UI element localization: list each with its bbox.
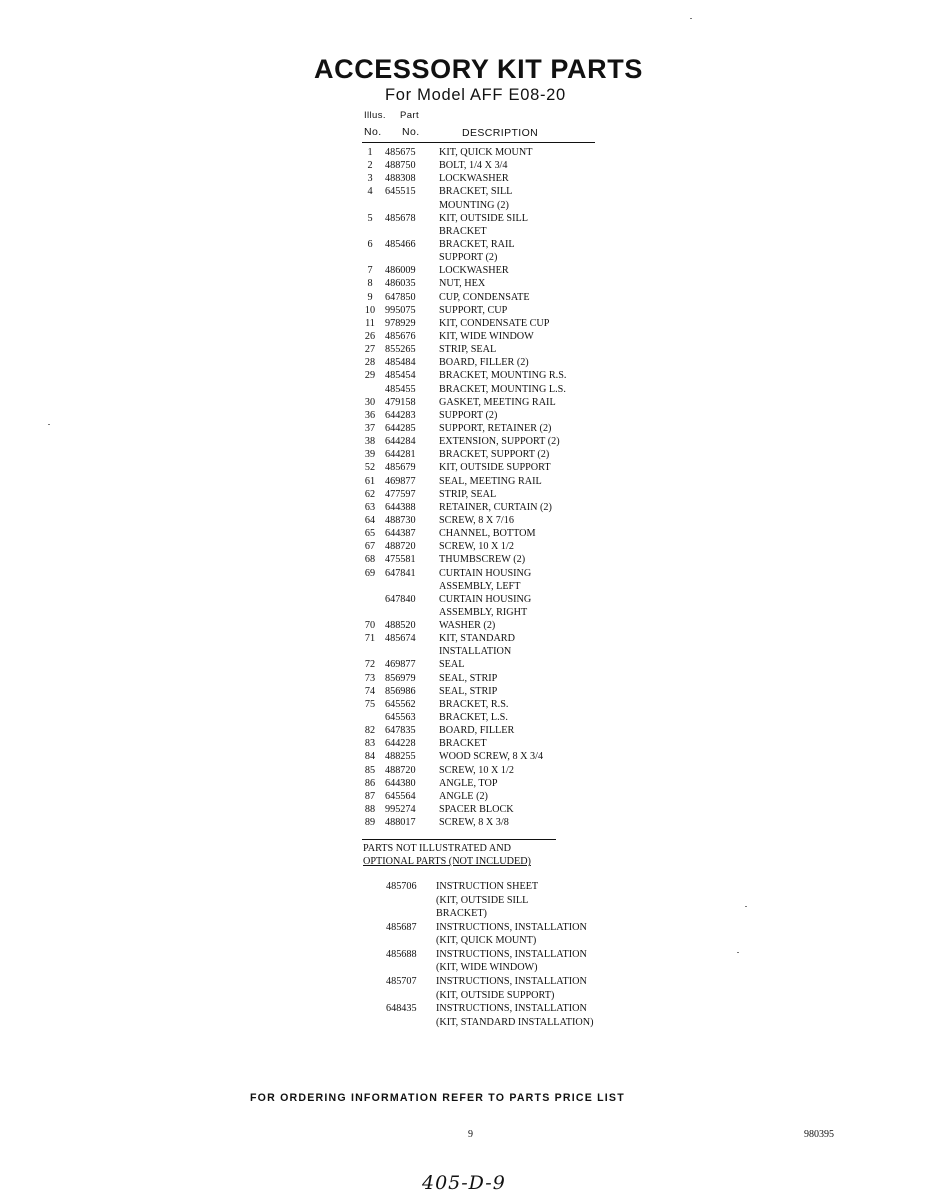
parts-row — [362, 461, 622, 474]
illus-no: 11 — [365, 317, 375, 329]
part-no: 647840 — [385, 593, 416, 605]
part-description: BOARD, FILLER — [439, 725, 515, 737]
part-description: ANGLE, TOP — [439, 777, 498, 789]
parts-row — [362, 619, 622, 632]
header-rule — [362, 142, 595, 143]
part-description: SEAL, MEETING RAIL — [439, 475, 542, 487]
parts-row — [362, 185, 622, 198]
page-title: ACCESSORY KIT PARTS — [314, 54, 643, 84]
part-description: INSTALLATION — [439, 646, 512, 658]
part-no: 477597 — [385, 488, 416, 500]
not-illustrated-heading-line-2: OPTIONAL PARTS (NOT INCLUDED) — [363, 856, 531, 868]
column-header-part-no: No. — [402, 126, 420, 138]
handwritten-note: 405-D-9 — [422, 1172, 506, 1194]
part-description: KIT, OUTSIDE SILL — [439, 212, 528, 224]
part-description: (KIT, OUTSIDE SILL — [436, 894, 529, 906]
column-header-description: DESCRIPTION — [462, 127, 539, 139]
part-description: SCREW, 10 X 1/2 — [439, 541, 514, 553]
parts-row — [362, 317, 622, 330]
parts-row — [362, 291, 622, 304]
parts-row — [362, 540, 622, 553]
illus-no: 10 — [364, 304, 376, 316]
illus-no: 1 — [367, 147, 373, 158]
part-no: 469877 — [385, 475, 416, 487]
part-description: SUPPORT (2) — [439, 252, 498, 264]
parts-row — [362, 658, 622, 671]
illus-no: 73 — [364, 672, 376, 684]
illus-no: 61 — [364, 475, 376, 487]
not-illustrated-row — [362, 921, 662, 934]
part-no: 486035 — [385, 278, 416, 290]
part-description: SCREW, 8 X 3/8 — [439, 817, 509, 829]
parts-row — [362, 488, 622, 501]
part-no: 995274 — [385, 804, 416, 816]
part-description: STRIP, SEAL — [439, 344, 497, 356]
part-no: 488520 — [385, 620, 416, 632]
not-illustrated-row — [362, 975, 662, 988]
part-description: BRACKET, L.S. — [439, 712, 508, 724]
part-description: SUPPORT, CUP — [439, 304, 508, 316]
illus-no: 83 — [364, 738, 376, 750]
illus-no: 29 — [364, 370, 376, 382]
part-description: NUT, HEX — [439, 278, 486, 290]
parts-row — [362, 264, 622, 277]
part-no: 485676 — [385, 330, 416, 342]
part-no: 485678 — [385, 212, 416, 224]
part-description: EXTENSION, SUPPORT (2) — [439, 436, 560, 448]
part-description: WOOD SCREW, 8 X 3/4 — [439, 751, 544, 763]
part-description: ASSEMBLY, LEFT — [439, 580, 521, 592]
part-description: MOUNTING (2) — [439, 199, 509, 211]
parts-row — [362, 567, 622, 580]
part-no: 645562 — [385, 698, 416, 710]
part-description: BRACKET, MOUNTING R.S. — [439, 370, 567, 382]
part-no: 485674 — [385, 633, 416, 645]
scan-speck — [690, 18, 692, 19]
parts-row — [362, 645, 622, 658]
parts-row — [362, 238, 622, 251]
document-code: 980395 — [804, 1129, 834, 1140]
part-no: 645515 — [385, 186, 416, 198]
parts-row — [362, 330, 622, 343]
illus-no: 68 — [364, 554, 376, 566]
part-no: 647841 — [385, 567, 416, 579]
illus-no: 7 — [367, 265, 373, 277]
illus-no: 89 — [364, 817, 376, 829]
part-description: BOLT, 1/4 X 3/4 — [439, 160, 508, 172]
part-description: SUPPORT (2) — [439, 409, 498, 421]
illus-no: 8 — [367, 278, 373, 290]
part-no: 644380 — [385, 777, 416, 789]
parts-row — [362, 737, 622, 750]
not-illustrated-row — [362, 880, 662, 893]
parts-row — [362, 304, 622, 317]
illus-no: 38 — [364, 436, 376, 448]
scan-speck — [745, 906, 747, 907]
illus-no: 62 — [364, 488, 376, 500]
illus-no: 85 — [364, 764, 376, 776]
illus-no: 37 — [364, 422, 376, 434]
part-description: INSTRUCTIONS, INSTALLATION — [436, 921, 587, 933]
column-header-illus: Illus. — [364, 110, 386, 121]
parts-row — [362, 199, 622, 212]
illus-no: 72 — [364, 659, 376, 671]
illus-no: 9 — [367, 291, 373, 303]
part-description: BOARD, FILLER (2) — [439, 357, 529, 369]
illus-no: 86 — [364, 777, 376, 789]
part-no: 485455 — [385, 383, 416, 395]
parts-row — [362, 764, 622, 777]
illus-no: 84 — [364, 751, 376, 763]
part-no: 485675 — [385, 147, 416, 158]
illus-no: 30 — [364, 396, 376, 408]
part-description: (KIT, WIDE WINDOW) — [436, 962, 538, 974]
parts-table — [362, 146, 622, 829]
part-no: 485484 — [385, 357, 416, 369]
column-header-no: No. — [364, 126, 382, 138]
part-no: 855265 — [385, 344, 416, 356]
part-no: 645563 — [385, 712, 416, 724]
part-description: BRACKET, R.S. — [439, 698, 509, 710]
illus-no: 3 — [367, 173, 373, 185]
part-no: 485466 — [385, 238, 416, 250]
not-illustrated-heading — [363, 842, 531, 868]
part-description: KIT, STANDARD — [439, 633, 515, 645]
part-no: 645564 — [385, 790, 416, 802]
parts-row — [362, 685, 622, 698]
part-description: STRIP, SEAL — [439, 488, 497, 500]
illus-no: 52 — [364, 462, 376, 474]
parts-row — [362, 527, 622, 540]
parts-row — [362, 435, 622, 448]
part-no: 488255 — [385, 751, 416, 763]
part-description: INSTRUCTIONS, INSTALLATION — [436, 976, 587, 988]
not-illustrated-row — [362, 961, 662, 974]
part-description: SEAL, STRIP — [439, 672, 498, 684]
illus-no: 69 — [364, 567, 376, 579]
part-no: 644228 — [385, 738, 416, 750]
illus-no: 65 — [364, 528, 376, 540]
part-description: LOCKWASHER — [439, 265, 509, 277]
illus-no: 36 — [364, 409, 376, 421]
part-description: BRACKET, SILL — [439, 186, 513, 198]
parts-row — [362, 724, 622, 737]
illus-no: 27 — [364, 344, 376, 356]
not-illustrated-row — [362, 989, 662, 1002]
part-description: (KIT, QUICK MOUNT) — [436, 935, 537, 947]
illus-no: 6 — [367, 238, 373, 250]
parts-row — [362, 606, 622, 619]
parts-row — [362, 159, 622, 172]
not-illustrated-heading-line-1: PARTS NOT ILLUSTRATED AND — [363, 843, 511, 854]
illus-no: 71 — [364, 633, 376, 645]
parts-row — [362, 711, 622, 724]
part-no: 488720 — [385, 541, 416, 553]
part-description: (KIT, OUTSIDE SUPPORT) — [436, 989, 555, 1001]
illus-no: 87 — [364, 790, 376, 802]
illus-no: 39 — [364, 449, 376, 461]
illus-no: 63 — [364, 501, 376, 513]
part-description: LOCKWASHER — [439, 173, 509, 185]
part-description: WASHER (2) — [439, 620, 496, 632]
part-description: INSTRUCTIONS, INSTALLATION — [436, 948, 587, 960]
parts-row — [362, 448, 622, 461]
part-no: 644281 — [385, 449, 416, 461]
parts-row — [362, 750, 622, 763]
part-no: 995075 — [385, 304, 416, 316]
parts-row — [362, 632, 622, 645]
part-description: BRACKET, SUPPORT (2) — [439, 449, 550, 461]
part-no: 856979 — [385, 672, 416, 684]
part-description: INSTRUCTION SHEET — [436, 881, 539, 892]
parts-row — [362, 816, 622, 829]
parts-row — [362, 146, 622, 159]
part-no: 488308 — [385, 173, 416, 185]
part-description: SUPPORT, RETAINER (2) — [439, 422, 552, 434]
not-illustrated-list — [362, 880, 662, 1029]
parts-row — [362, 790, 622, 803]
parts-row — [362, 514, 622, 527]
part-description: SCREW, 10 X 1/2 — [439, 764, 514, 776]
illus-no: 75 — [364, 698, 376, 710]
part-description: ANGLE (2) — [439, 790, 488, 802]
part-no: 485707 — [386, 976, 417, 988]
part-no: 485679 — [385, 462, 416, 474]
parts-row — [362, 343, 622, 356]
part-description: (KIT, STANDARD INSTALLATION) — [436, 1016, 594, 1028]
part-no: 488017 — [385, 817, 416, 829]
illus-no: 28 — [364, 357, 376, 369]
part-description: THUMBSCREW (2) — [439, 554, 526, 566]
part-no: 488750 — [385, 160, 416, 172]
part-no: 488730 — [385, 514, 416, 526]
parts-row — [362, 553, 622, 566]
parts-row — [362, 383, 622, 396]
part-no: 469877 — [385, 659, 416, 671]
not-illustrated-row — [362, 1016, 662, 1029]
part-description: BRACKET, MOUNTING L.S. — [439, 383, 566, 395]
scan-speck — [48, 424, 50, 425]
part-no: 647850 — [385, 291, 416, 303]
ordering-footer: FOR ORDERING INFORMATION REFER TO PARTS PRICE LIST — [250, 1092, 625, 1104]
part-description: CURTAIN HOUSING — [439, 567, 532, 579]
illus-no: 74 — [364, 685, 376, 697]
part-no: 479158 — [385, 396, 416, 408]
part-no: 485687 — [386, 921, 417, 933]
parts-row — [362, 396, 622, 409]
illus-no: 70 — [364, 620, 376, 632]
parts-row — [362, 277, 622, 290]
part-description: RETAINER, CURTAIN (2) — [439, 501, 552, 513]
page-number: 9 — [468, 1129, 473, 1140]
part-description: KIT, QUICK MOUNT — [439, 147, 533, 158]
part-description: BRACKET — [439, 225, 487, 237]
parts-row — [362, 672, 622, 685]
column-header-part: Part — [400, 110, 420, 121]
part-description: CUP, CONDENSATE — [439, 291, 530, 303]
parts-row — [362, 777, 622, 790]
not-illustrated-row — [362, 1002, 662, 1015]
part-description: SEAL — [439, 659, 465, 671]
part-description: SEAL, STRIP — [439, 685, 498, 697]
part-description: BRACKET) — [436, 908, 487, 919]
parts-row — [362, 409, 622, 422]
part-no: 644285 — [385, 422, 416, 434]
part-description: GASKET, MEETING RAIL — [439, 396, 556, 408]
parts-row — [362, 501, 622, 514]
parts-row — [362, 172, 622, 185]
parts-row — [362, 356, 622, 369]
illus-no: 2 — [367, 160, 373, 172]
part-description: BRACKET — [439, 738, 487, 750]
part-description: SPACER BLOCK — [439, 804, 514, 816]
part-description: BRACKET, RAIL — [439, 238, 515, 250]
illus-no: 5 — [367, 212, 373, 224]
part-no: 647835 — [385, 725, 416, 737]
part-no: 644283 — [385, 409, 416, 421]
parts-row — [362, 251, 622, 264]
parts-row — [362, 698, 622, 711]
part-description: KIT, CONDENSATE CUP — [439, 317, 550, 329]
part-no: 475581 — [385, 554, 416, 566]
part-description: CHANNEL, BOTTOM — [439, 528, 536, 540]
model-subtitle: For Model AFF E08-20 — [385, 86, 566, 104]
not-illustrated-row — [362, 907, 662, 920]
parts-row — [362, 422, 622, 435]
part-no: 485688 — [386, 948, 417, 960]
part-no: 485454 — [385, 370, 416, 382]
parts-row — [362, 369, 622, 382]
part-no: 978929 — [385, 317, 416, 329]
part-description: CURTAIN HOUSING — [439, 593, 532, 605]
part-no: 644388 — [385, 501, 416, 513]
part-no: 644387 — [385, 528, 416, 540]
parts-row — [362, 225, 622, 238]
part-no: 486009 — [385, 265, 416, 277]
parts-row — [362, 803, 622, 816]
illus-no: 64 — [364, 514, 376, 526]
parts-row — [362, 212, 622, 225]
part-description: KIT, WIDE WINDOW — [439, 330, 534, 342]
not-illustrated-row — [362, 948, 662, 961]
part-description: INSTRUCTIONS, INSTALLATION — [436, 1003, 587, 1015]
part-no: 856986 — [385, 685, 416, 697]
illus-no: 67 — [364, 541, 376, 553]
section-rule — [362, 839, 556, 840]
illus-no: 26 — [364, 330, 376, 342]
not-illustrated-row — [362, 934, 662, 947]
illus-no: 88 — [364, 804, 376, 816]
part-no: 485706 — [386, 881, 417, 892]
part-no: 648435 — [386, 1003, 417, 1015]
scan-speck — [737, 952, 739, 953]
parts-row — [362, 475, 622, 488]
parts-row — [362, 580, 622, 593]
illus-no: 4 — [367, 186, 373, 198]
part-description: SCREW, 8 X 7/16 — [439, 514, 514, 526]
illus-no: 82 — [364, 725, 376, 737]
part-no: 644284 — [385, 436, 416, 448]
part-description: KIT, OUTSIDE SUPPORT — [439, 462, 551, 474]
part-no: 488720 — [385, 764, 416, 776]
part-description: ASSEMBLY, RIGHT — [439, 606, 528, 618]
not-illustrated-row — [362, 894, 662, 907]
parts-row — [362, 593, 622, 606]
